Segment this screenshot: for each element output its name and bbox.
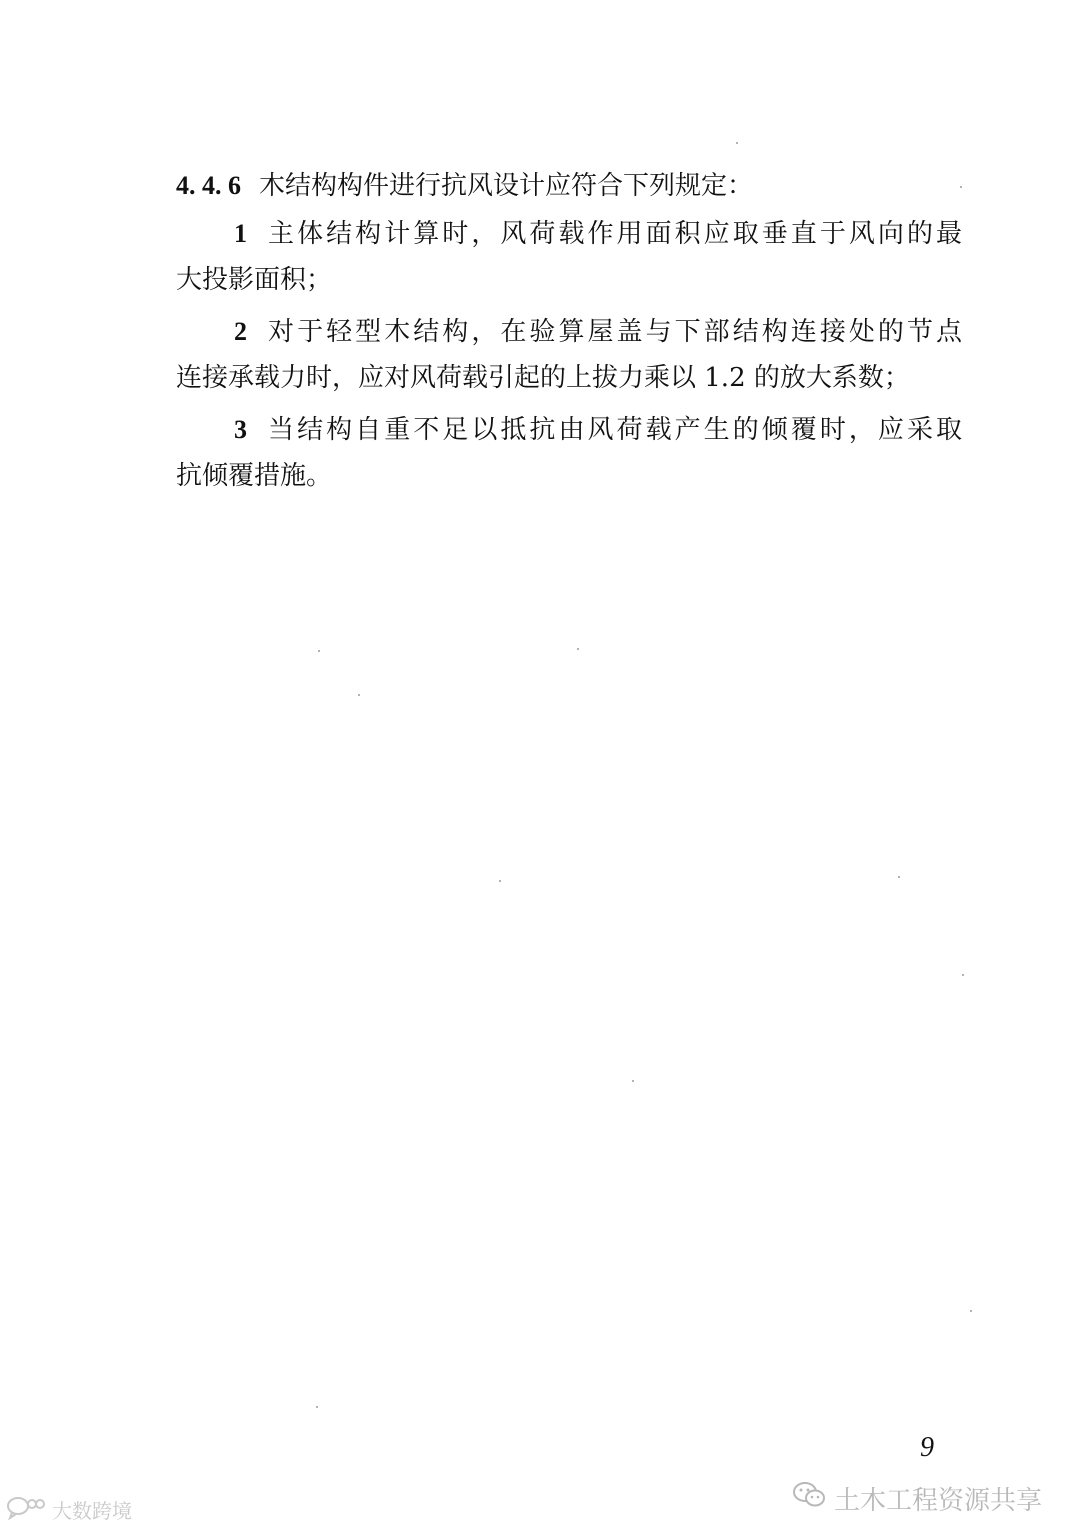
item-text: 对于轻型木结构，在验算屋盖与下部结构连接处的节点 [265, 317, 962, 347]
page-number: 9 [920, 1432, 934, 1463]
scan-speck [962, 974, 964, 976]
item-number: 1 [234, 219, 247, 248]
watermark-right-text: 土木工程资源共享 [834, 1486, 1043, 1516]
scan-speck [898, 876, 900, 878]
wechat-logo-icon [792, 1480, 826, 1517]
clause-number: 4. 4. 6 [176, 171, 241, 200]
scan-speck [318, 650, 320, 652]
clause-title: 木结构构件进行抗风设计应符合下列规定： [259, 171, 754, 201]
scan-speck [632, 1080, 634, 1082]
scan-speck [499, 880, 501, 882]
scan-speck [577, 648, 579, 650]
item-number: 3 [234, 415, 247, 444]
scan-speck [316, 1406, 318, 1408]
list-item [176, 410, 962, 496]
list-item-first-line [176, 312, 962, 352]
list-item [176, 214, 962, 300]
list-item-continuation: 大投影面积； [176, 265, 333, 295]
clause-block [176, 166, 962, 496]
list-item-continuation: 抗倾覆措施。 [176, 461, 333, 491]
item-text: 当结构自重不足以抵抗由风荷载产生的倾覆时，应采取 [265, 415, 962, 445]
scan-speck [358, 694, 360, 696]
item-number: 2 [234, 317, 247, 346]
scan-speck [970, 1310, 972, 1312]
watermark-right [792, 1480, 1042, 1517]
list-item [176, 312, 962, 398]
scan-speck [736, 142, 738, 144]
scan-speck [960, 186, 962, 188]
chat-bubble-logo-icon [6, 1494, 46, 1525]
watermark-left [6, 1494, 132, 1525]
item-text: 主体结构计算时，风荷载作用面积应取垂直于风向的最 [265, 219, 962, 249]
list-item-first-line [176, 410, 962, 450]
watermark-left-text: 大数跨境 [52, 1499, 132, 1523]
clause-heading [176, 166, 962, 206]
list-item-first-line [176, 214, 962, 254]
list-item-continuation: 连接承载力时，应对风荷载引起的上拔力乘以 1.2 的放大系数； [176, 363, 910, 393]
